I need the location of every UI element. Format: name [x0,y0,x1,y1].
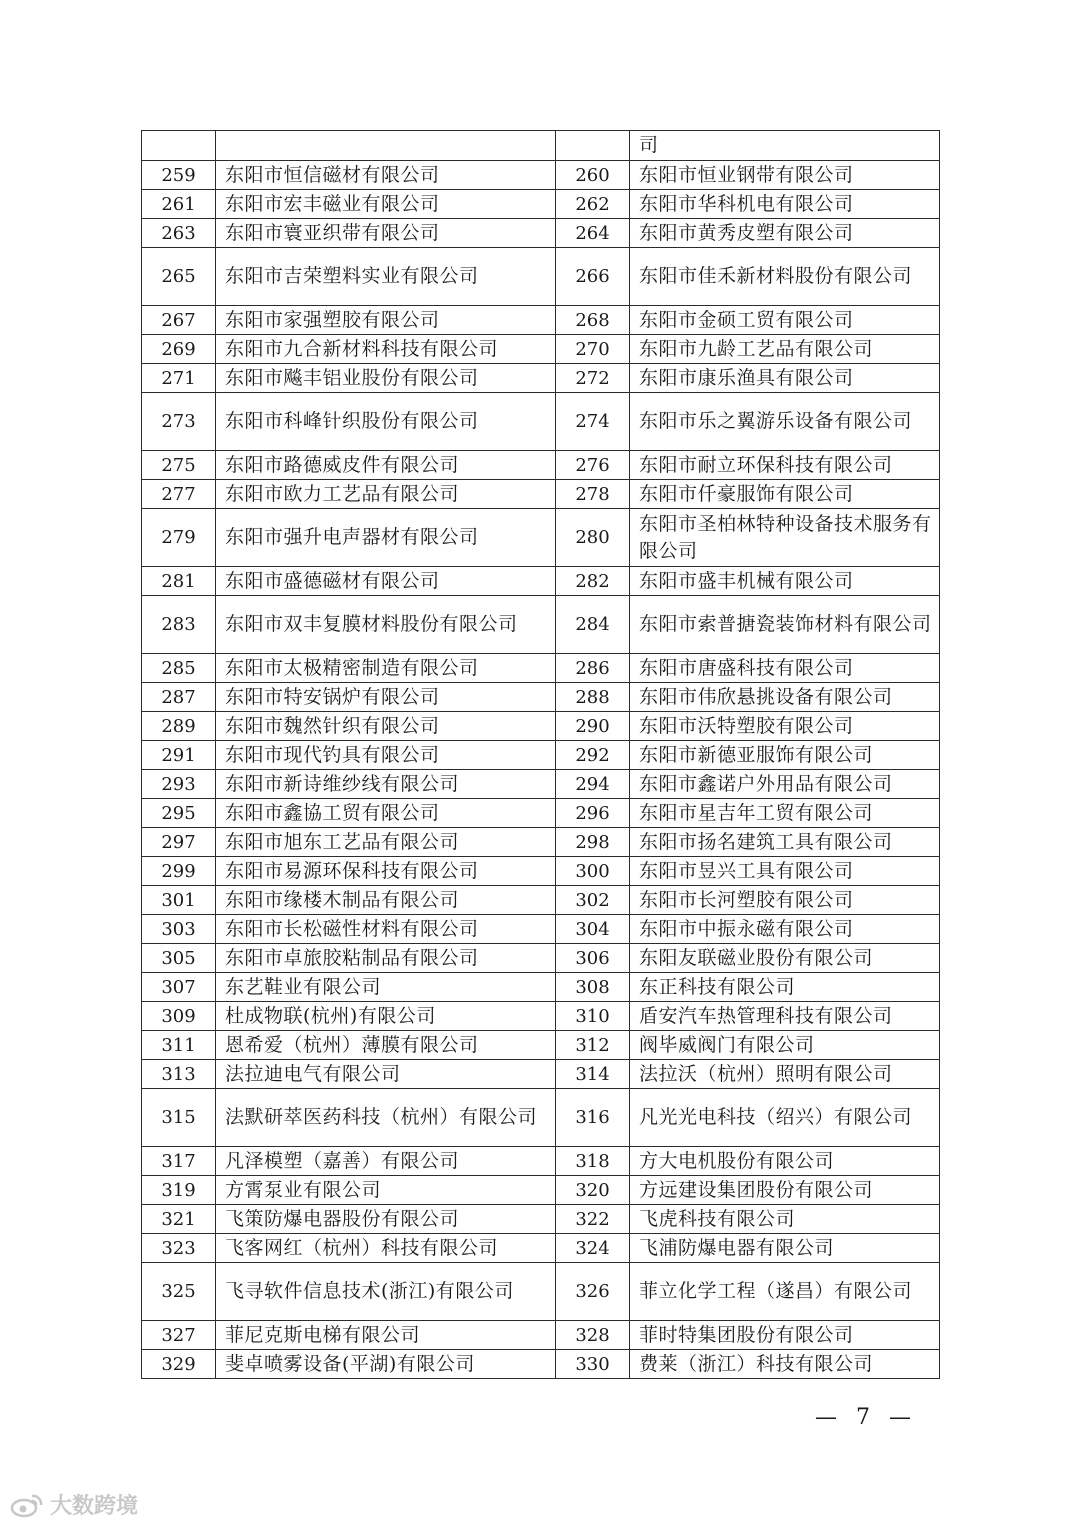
company-name-left: 方霄泵业有限公司 [216,1176,556,1205]
row-number-right: 280 [556,509,630,567]
row-number-right: 322 [556,1205,630,1234]
company-name-left: 东阳市欧力工艺品有限公司 [216,480,556,509]
company-name-left: 东阳市宏丰磁业有限公司 [216,190,556,219]
row-number-left: 303 [142,915,216,944]
table-row [142,915,940,944]
company-name-left: 东阳市鑫協工贸有限公司 [216,799,556,828]
company-name-left: 菲尼克斯电梯有限公司 [216,1321,556,1350]
row-number-left: 269 [142,335,216,364]
row-number-left: 323 [142,1234,216,1263]
company-name-right: 东阳市扬名建筑工具有限公司 [630,828,940,857]
row-number-right: 264 [556,219,630,248]
row-number-right: 268 [556,306,630,335]
row-number-right: 284 [556,596,630,654]
company-name-left: 飞客网红（杭州）科技有限公司 [216,1234,556,1263]
company-name-left: 东阳市飚丰铝业股份有限公司 [216,364,556,393]
row-number-left: 271 [142,364,216,393]
company-name-left: 东阳市科峰针织股份有限公司 [216,393,556,451]
company-name-right: 东阳市九龄工艺品有限公司 [630,335,940,364]
table-row [142,567,940,596]
table-row [142,131,940,161]
row-number-left: 299 [142,857,216,886]
company-name-left: 恩希爱（杭州）薄膜有限公司 [216,1031,556,1060]
row-number-right: 288 [556,683,630,712]
table-row [142,509,940,567]
table-row [142,219,940,248]
company-name-right: 东阳市中振永磁有限公司 [630,915,940,944]
table-row [142,712,940,741]
row-number-right: 308 [556,973,630,1002]
table-row [142,770,940,799]
row-number-right: 314 [556,1060,630,1089]
company-name-right: 东阳市康乐渔具有限公司 [630,364,940,393]
row-number-right [556,131,630,161]
table-row [142,1350,940,1379]
company-name-left: 凡泽模塑（嘉善）有限公司 [216,1147,556,1176]
table-row [142,1234,940,1263]
company-name-right: 东阳市新德亚服饰有限公司 [630,741,940,770]
row-number-right: 324 [556,1234,630,1263]
company-name-right: 阀毕威阀门有限公司 [630,1031,940,1060]
company-name-right: 东阳市长河塑胶有限公司 [630,886,940,915]
row-number-right: 278 [556,480,630,509]
company-name-left: 东阳市特安锅炉有限公司 [216,683,556,712]
table-row [142,596,940,654]
row-number-left: 273 [142,393,216,451]
row-number-left: 287 [142,683,216,712]
table-row [142,364,940,393]
table-row [142,1263,940,1321]
row-number-left: 317 [142,1147,216,1176]
row-number-right: 260 [556,161,630,190]
company-name-right: 费莱（浙江）科技有限公司 [630,1350,940,1379]
company-name-left: 杜成物联(杭州)有限公司 [216,1002,556,1031]
company-name-right: 东阳市圣柏林特种设备技术服务有限公司 [630,509,940,567]
table-row [142,944,940,973]
table-row [142,741,940,770]
table-row [142,1147,940,1176]
company-name-right: 飞浦防爆电器有限公司 [630,1234,940,1263]
row-number-right: 320 [556,1176,630,1205]
table-row [142,306,940,335]
company-name-left: 东阳市寰亚织带有限公司 [216,219,556,248]
company-name-left: 东阳市缘楼木制品有限公司 [216,886,556,915]
table-row [142,190,940,219]
row-number-right: 296 [556,799,630,828]
row-number-left: 297 [142,828,216,857]
company-name-right: 东阳友联磁业股份有限公司 [630,944,940,973]
company-name-left: 东阳市现代钓具有限公司 [216,741,556,770]
row-number-right: 330 [556,1350,630,1379]
company-name-right: 凡光光电科技（绍兴）有限公司 [630,1089,940,1147]
company-name-left: 斐卓喷雾设备(平湖)有限公司 [216,1350,556,1379]
row-number-left: 291 [142,741,216,770]
company-list-table [141,130,940,1379]
row-number-left: 267 [142,306,216,335]
company-name-left: 东阳市旭东工艺品有限公司 [216,828,556,857]
company-name-left: 东阳市家强塑胶有限公司 [216,306,556,335]
row-number-left: 279 [142,509,216,567]
company-name-right: 东阳市耐立环保科技有限公司 [630,451,940,480]
company-name-left: 飞寻软件信息技术(浙江)有限公司 [216,1263,556,1321]
table-row [142,161,940,190]
row-number-left: 261 [142,190,216,219]
company-name-right: 方大电机股份有限公司 [630,1147,940,1176]
company-name-right: 东阳市唐盛科技有限公司 [630,654,940,683]
row-number-right: 276 [556,451,630,480]
row-number-left [142,131,216,161]
row-number-left: 315 [142,1089,216,1147]
company-name-right: 东阳市盛丰机械有限公司 [630,567,940,596]
company-name-left: 东艺鞋业有限公司 [216,973,556,1002]
row-number-left: 321 [142,1205,216,1234]
company-name-left: 东阳市易源环保科技有限公司 [216,857,556,886]
table-row [142,1205,940,1234]
company-name-left: 飞策防爆电器股份有限公司 [216,1205,556,1234]
row-number-right: 300 [556,857,630,886]
row-number-left: 281 [142,567,216,596]
table-row [142,973,940,1002]
row-number-right: 302 [556,886,630,915]
row-number-left: 313 [142,1060,216,1089]
table-row [142,1031,940,1060]
company-name-left: 东阳市长松磁性材料有限公司 [216,915,556,944]
company-name-left: 东阳市新诗维纱线有限公司 [216,770,556,799]
table-row [142,248,940,306]
company-name-left: 东阳市九合新材料科技有限公司 [216,335,556,364]
row-number-right: 304 [556,915,630,944]
company-name-right: 东阳市恒业钢带有限公司 [630,161,940,190]
company-name-left: 东阳市双丰复膜材料股份有限公司 [216,596,556,654]
row-number-left: 307 [142,973,216,1002]
row-number-left: 285 [142,654,216,683]
table-row [142,1321,940,1350]
row-number-right: 272 [556,364,630,393]
watermark-text: 大数跨境 [50,1494,139,1519]
row-number-left: 327 [142,1321,216,1350]
company-name-right: 东阳市沃特塑胶有限公司 [630,712,940,741]
company-name-left: 东阳市盛德磁材有限公司 [216,567,556,596]
table-row [142,451,940,480]
weibo-logo-icon [10,1492,44,1518]
page-number: — 7 — [815,1405,917,1430]
row-number-left: 293 [142,770,216,799]
row-number-left: 301 [142,886,216,915]
row-number-left: 289 [142,712,216,741]
company-name-right: 法拉沃（杭州）照明有限公司 [630,1060,940,1089]
table-row [142,335,940,364]
row-number-right: 310 [556,1002,630,1031]
row-number-left: 283 [142,596,216,654]
row-number-right: 294 [556,770,630,799]
row-number-left: 263 [142,219,216,248]
row-number-left: 259 [142,161,216,190]
table-row [142,799,940,828]
company-name-left: 法默研萃医药科技（杭州）有限公司 [216,1089,556,1147]
company-name-right: 东阳市昱兴工具有限公司 [630,857,940,886]
row-number-right: 266 [556,248,630,306]
row-number-right: 318 [556,1147,630,1176]
company-name-left: 东阳市魏然针织有限公司 [216,712,556,741]
row-number-left: 275 [142,451,216,480]
company-name-right: 飞虎科技有限公司 [630,1205,940,1234]
company-name-right: 东阳市金硕工贸有限公司 [630,306,940,335]
row-number-right: 282 [556,567,630,596]
row-number-left: 329 [142,1350,216,1379]
company-name-right: 方远建设集团股份有限公司 [630,1176,940,1205]
company-name-right: 盾安汽车热管理科技有限公司 [630,1002,940,1031]
table-row [142,1176,940,1205]
row-number-right: 286 [556,654,630,683]
row-number-left: 319 [142,1176,216,1205]
row-number-right: 290 [556,712,630,741]
company-name-right: 东阳市仟豪服饰有限公司 [630,480,940,509]
company-name-left: 东阳市卓旅胶粘制品有限公司 [216,944,556,973]
company-name-right: 东正科技有限公司 [630,973,940,1002]
table-row [142,886,940,915]
company-name-left [216,131,556,161]
table-row [142,1089,940,1147]
company-name-right: 菲时特集团股份有限公司 [630,1321,940,1350]
table-row [142,480,940,509]
company-name-left: 法拉迪电气有限公司 [216,1060,556,1089]
table-row [142,654,940,683]
company-name-right: 东阳市星吉年工贸有限公司 [630,799,940,828]
company-name-right: 菲立化学工程（遂昌）有限公司 [630,1263,940,1321]
row-number-right: 298 [556,828,630,857]
table-row [142,1002,940,1031]
company-list-body [142,131,940,1379]
row-number-left: 311 [142,1031,216,1060]
row-number-left: 325 [142,1263,216,1321]
table-row [142,683,940,712]
row-number-left: 265 [142,248,216,306]
company-name-right: 东阳市黄秀皮塑有限公司 [630,219,940,248]
row-number-left: 295 [142,799,216,828]
company-name-right: 东阳市华科机电有限公司 [630,190,940,219]
company-name-left: 东阳市太极精密制造有限公司 [216,654,556,683]
row-number-left: 309 [142,1002,216,1031]
company-name-left: 东阳市路德威皮件有限公司 [216,451,556,480]
row-number-right: 274 [556,393,630,451]
row-number-right: 270 [556,335,630,364]
row-number-right: 316 [556,1089,630,1147]
row-number-right: 312 [556,1031,630,1060]
company-name-left: 东阳市恒信磁材有限公司 [216,161,556,190]
company-name-right: 东阳市鑫诺户外用品有限公司 [630,770,940,799]
table-row [142,1060,940,1089]
table-row [142,393,940,451]
row-number-right: 326 [556,1263,630,1321]
company-name-right: 东阳市佳禾新材料股份有限公司 [630,248,940,306]
table-row [142,828,940,857]
row-number-left: 305 [142,944,216,973]
company-name-right: 东阳市乐之翼游乐设备有限公司 [630,393,940,451]
company-name-left: 东阳市吉荣塑料实业有限公司 [216,248,556,306]
row-number-right: 262 [556,190,630,219]
row-number-right: 306 [556,944,630,973]
company-name-right: 司 [630,131,940,161]
table-row [142,857,940,886]
company-name-left: 东阳市强升电声器材有限公司 [216,509,556,567]
watermark [10,1489,138,1520]
row-number-left: 277 [142,480,216,509]
company-name-right: 东阳市索普搪瓷装饰材料有限公司 [630,596,940,654]
row-number-right: 328 [556,1321,630,1350]
row-number-right: 292 [556,741,630,770]
company-name-right: 东阳市伟欣悬挑设备有限公司 [630,683,940,712]
